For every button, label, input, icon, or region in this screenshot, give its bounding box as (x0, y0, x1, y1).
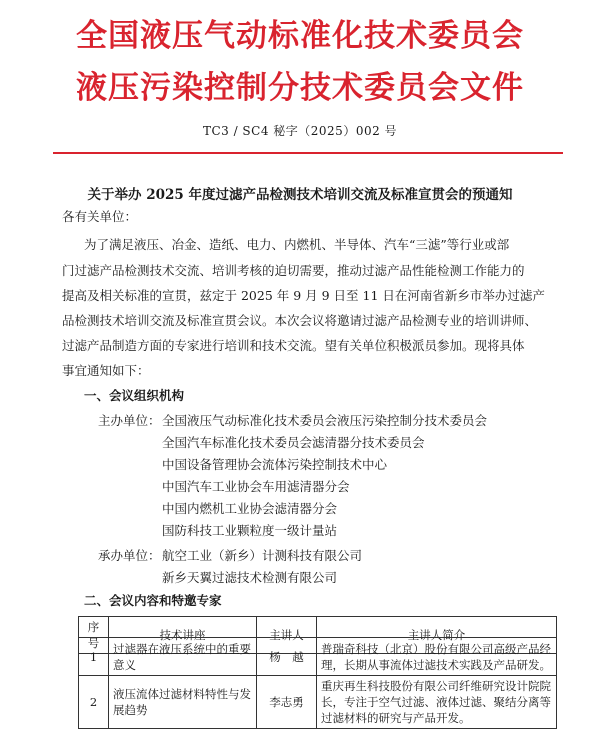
organizer-unit: 航空工业（新乡）计测科技有限公司 (162, 548, 363, 563)
speaker-table-body (78, 616, 557, 729)
row-number: 1 (79, 638, 109, 676)
body-line: 门过滤产品检测技术交流、培训考核的迫切需要，推动过滤产品性能检测工作能力的 (62, 263, 525, 278)
section-heading-content: 二、会议内容和特邀专家 (84, 593, 222, 608)
table-header-speaker: 主讲人 (257, 617, 317, 654)
table-header-topic: 技术讲座 (109, 617, 257, 654)
host-unit: 中国汽车工业协会车用滤清器分会 (162, 479, 350, 494)
section-heading-organization: 一、会议组织机构 (84, 388, 185, 403)
salutation: 各有关单位： (62, 209, 138, 224)
body-line: 过滤产品制造方面的专家进行培训和技术交流。望有关单位积极派员参加。现将具体 (62, 338, 525, 353)
host-unit: 国防科技工业颗粒度一级计量站 (162, 523, 338, 538)
document-number: TC3 / SC4 秘字（2025）002 号 (202, 124, 398, 138)
header-title-line1: 全国液压气动标准化技术委员会 (76, 18, 524, 54)
row-topic: 液压流体过滤材料特性与发展趋势 (109, 676, 257, 729)
row-topic: 过滤器在液压系统中的重要意义 (109, 638, 257, 676)
row-speaker: 李志勇 (257, 676, 317, 729)
red-divider (53, 152, 563, 154)
row-speaker: 杨 越 (257, 638, 317, 676)
row-bio: 重庆再生科技股份有限公司纤维研究设计院院长，专注于空气过滤、液体过滤、聚结分离等过滤材料的研究与产品开发。 (317, 676, 557, 729)
body-line: 提高及相关标准的宣贯，兹定于 2025 年 9 月 9 日至 11 日在河南省新乡市举办过滤产 (62, 288, 545, 303)
host-unit: 中国设备管理协会流体污染控制技术中心 (162, 457, 388, 472)
body-line: 事宜通知如下： (62, 363, 150, 378)
row-number: 2 (79, 676, 109, 729)
host-unit: 中国内燃机工业协会滤清器分会 (162, 501, 338, 516)
host-unit: 全国液压气动标准化技术委员会液压污染控制分技术委员会 (162, 413, 488, 428)
notice-title: 关于举办 2025 年度过滤产品检测技术培训交流及标准宣贯会的预通知 (87, 187, 513, 203)
table-row (79, 638, 557, 676)
organizer-unit: 新乡天翼过滤技术检测有限公司 (162, 570, 338, 585)
hosts-label: 主办单位： (98, 413, 161, 428)
header-title-line2: 液压污染控制分技术委员会文件 (76, 70, 524, 106)
row-bio: 普瑞奇科技（北京）股份有限公司高级产品经理，长期从事流体过滤技术实践及产品研发。 (317, 638, 557, 676)
host-unit: 全国汽车标准化技术委员会滤清器分技术委员会 (162, 435, 425, 450)
organizers-label: 承办单位： (98, 548, 161, 563)
table-header-bio: 主讲人简介 (317, 617, 557, 654)
table-header-no: 序号 (79, 617, 109, 654)
body-line: 品检测技术培训交流及标准宣贯会议。本次会议将邀请过滤产品检测专业的培训讲师、 (62, 313, 538, 328)
body-line: 为了满足液压、冶金、造纸、电力、内燃机、半导体、汽车“三滤”等行业或部 (84, 237, 510, 252)
table-row (79, 676, 557, 729)
